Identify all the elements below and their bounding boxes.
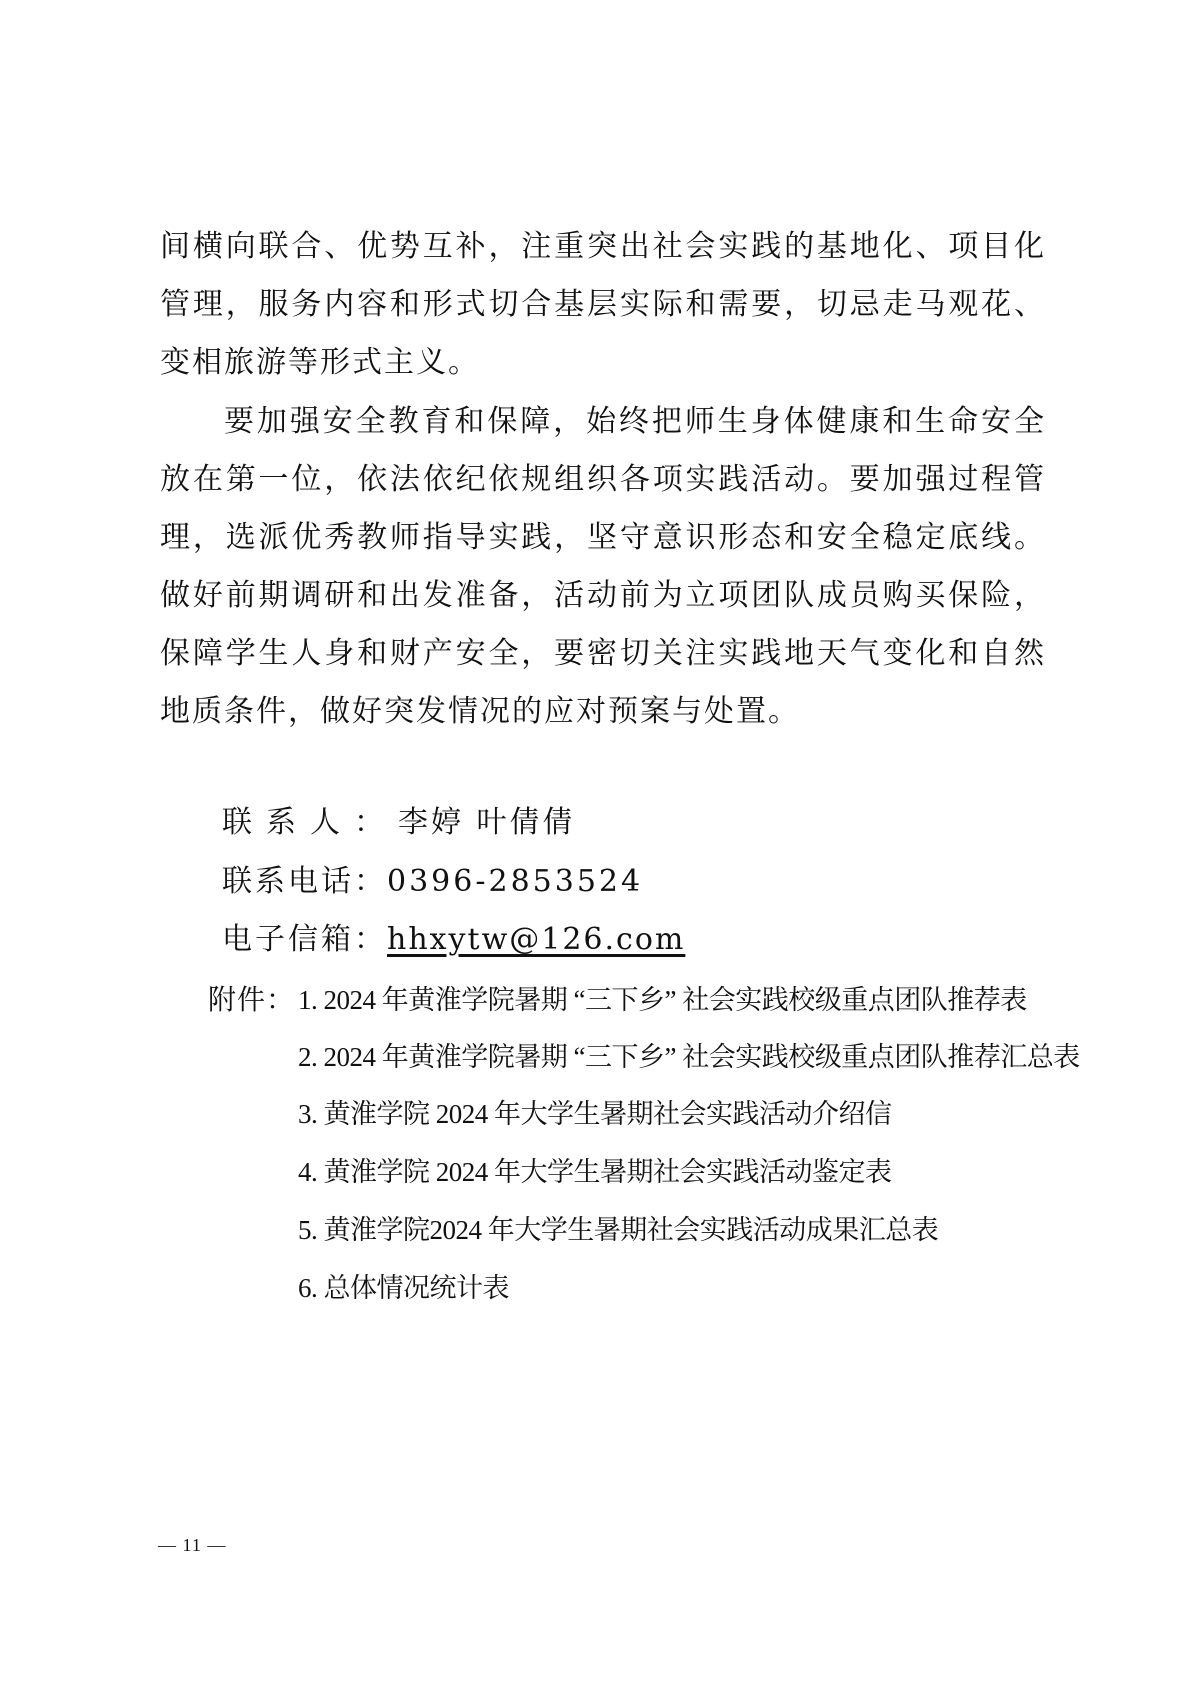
attachments-label: 附件： xyxy=(208,983,296,1016)
contact-email-label: 电子信箱： xyxy=(222,922,387,957)
contact-person-line xyxy=(222,803,576,843)
attachment-item-4: 4. 黄淮学院 2024 年大学生暑期社会实践活动鉴定表 xyxy=(298,1157,892,1187)
attachment-item-3: 3. 黄淮学院 2024 年大学生暑期社会实践活动介绍信 xyxy=(298,1099,892,1129)
contact-person-label: 联系人： xyxy=(222,805,398,840)
attachment-item-2: 2. 2024 年黄淮学院暑期 “三下乡” 社会实践校级重点团队推荐汇总表 xyxy=(298,1042,1080,1072)
contact-phone-line xyxy=(222,862,643,902)
attachment-item-5: 5. 黄淮学院2024 年大学生暑期社会实践活动成果汇总表 xyxy=(298,1215,939,1245)
contact-email-link[interactable]: hhxytw@126.com xyxy=(387,922,686,957)
page-number: — 11 — xyxy=(158,1535,227,1555)
contact-phone-label: 联系电话： xyxy=(222,864,387,899)
contact-phone-value: 0396-2853524 xyxy=(387,864,644,899)
attachment-item-1: 1. 2024 年黄淮学院暑期 “三下乡” 社会实践校级重点团队推荐表 xyxy=(298,985,1027,1015)
body-paragraph-1: 间横向联合、优势互补，注重突出社会实践的基地化、项目化管理，服务内容和形式切合基层实际和需要，切忌走马观花、变相旅游等形式主义。 xyxy=(160,229,1046,380)
body-paragraph-2: 要加强安全教育和保障，始终把师生身体健康和生命安全放在第一位，依法依纪依规组织各项实践活动。要加强过程管理，选派优秀教师指导实践，坚守意识形态和安全稳定底线。做好前期调研和出发准备，活动前为立项团队成员购买保险，保障学生人身和财产安全，要密切关注实践地天气变化和自然地质条件，做好突发情况的应对预案与处置。 xyxy=(160,404,1046,729)
attachment-item-6: 6. 总体情况统计表 xyxy=(298,1273,509,1303)
contact-person-value: 李婷 叶倩倩 xyxy=(398,805,576,840)
contact-email-line xyxy=(222,920,685,960)
